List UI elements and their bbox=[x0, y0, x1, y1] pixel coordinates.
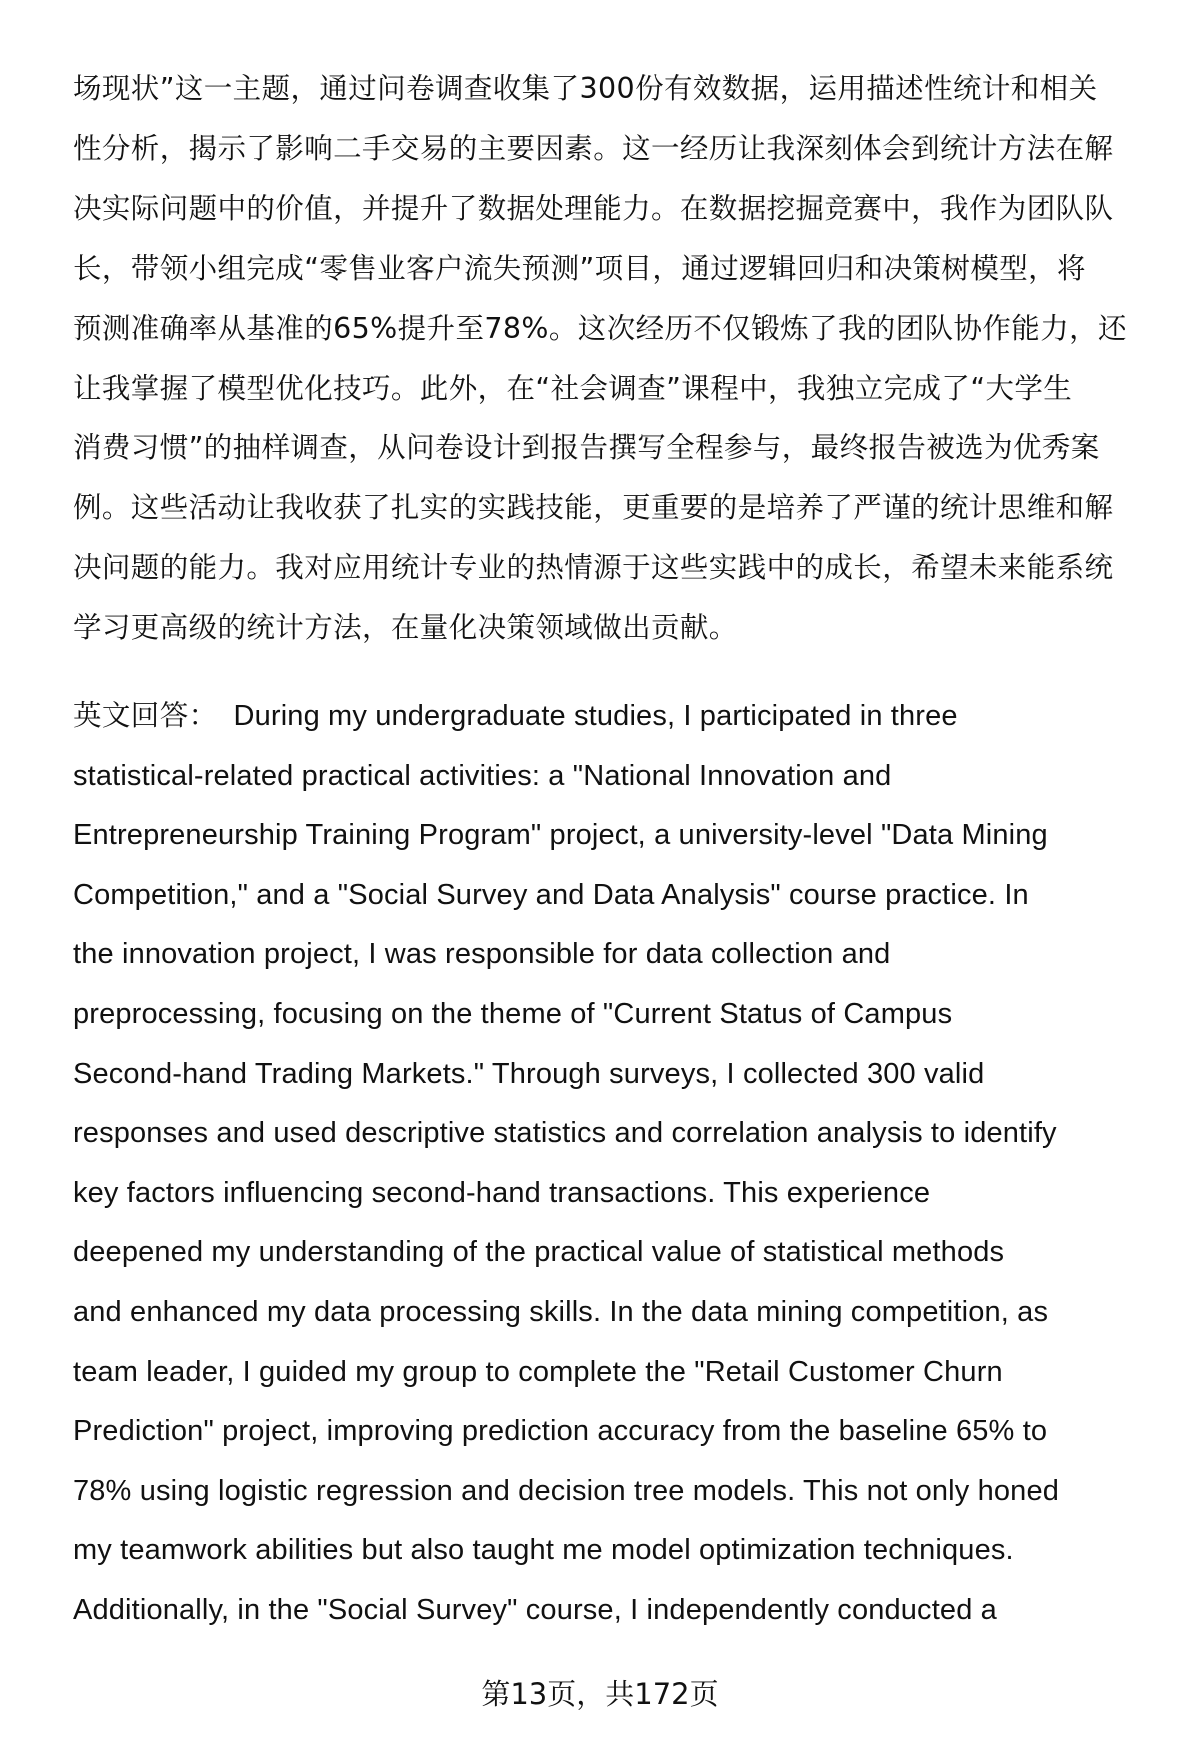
text-line: 消费习惯”的抽样调查，从问卷设计到报告撰写全程参与，最终报告被选为优秀案 bbox=[73, 431, 1100, 465]
text-line: 学习更高级的统计方法，在量化决策领域做出贡献。 bbox=[73, 611, 738, 645]
text-line: team leader, I guided my group to complete the "Retail Customer Churn bbox=[73, 1355, 1003, 1388]
text-line: 决问题的能力。我对应用统计专业的热情源于这些实践中的成长，希望未来能系统 bbox=[73, 551, 1114, 585]
text-line: Additionally, in the "Social Survey" course, I independently conducted a bbox=[73, 1594, 997, 1626]
answer-label: 英文回答： bbox=[73, 699, 218, 732]
page-number: 第13页，共172页 bbox=[481, 1677, 719, 1711]
text-line-content: During my undergraduate studies, I participated in three bbox=[233, 700, 958, 732]
text-line: 长，带领小组完成“零售业客户流失预测”项目，通过逻辑回归和决策树模型，将 bbox=[73, 251, 1086, 285]
text-line: 78% using logistic regression and decision tree models. This not only honed bbox=[73, 1474, 1060, 1507]
text-line: Prediction" project, improving prediction accuracy from the baseline 65% to bbox=[73, 1415, 1048, 1448]
text-line: the innovation project, I was responsible for data collection and bbox=[73, 938, 891, 971]
text-line: 让我掌握了模型优化技巧。此外，在“社会调查”课程中，我独立完成了“大学生 bbox=[73, 371, 1073, 405]
text-line: 决实际问题中的价值，并提升了数据处理能力。在数据挖掘竞赛中，我作为团队队 bbox=[73, 191, 1114, 225]
text-line: 场现状”这一主题，通过问卷调查收集了300份有效数据，运用描述性统计和相关 bbox=[73, 72, 1098, 105]
text-line: statistical-related practical activities: a "National Innovation and bbox=[73, 759, 892, 792]
text-line: Second-hand Trading Markets." Through surveys, I collected 300 valid bbox=[73, 1057, 985, 1090]
text-line: my teamwork abilities but also taught me model optimization techniques. bbox=[73, 1534, 1014, 1567]
text-line: Competition," and a "Social Survey and Data Analysis" course practice. In bbox=[73, 878, 1029, 911]
text-line: responses and used descriptive statistics and correlation analysis to identify bbox=[73, 1117, 1057, 1150]
text-line: 性分析，揭示了影响二手交易的主要因素。这一经历让我深刻体会到统计方法在解 bbox=[73, 131, 1114, 165]
text-line: preprocessing, focusing on the theme of "Current Status of Campus bbox=[73, 998, 953, 1030]
text-line: key factors influencing second-hand transactions. This experience bbox=[73, 1176, 931, 1209]
text-line: and enhanced my data processing skills. In the data mining competition, as bbox=[73, 1296, 1049, 1328]
text-line bbox=[73, 696, 958, 736]
text-line: deepened my understanding of the practical value of statistical methods bbox=[73, 1236, 1005, 1269]
text-line: 预测准确率从基准的65%提升至78%。这次经历不仅锻炼了我的团队协作能力，还 bbox=[73, 311, 1127, 345]
text-line: Entrepreneurship Training Program" project, a university-level "Data Mining bbox=[73, 819, 1048, 852]
text-line: 例。这些活动让我收获了扎实的实践技能，更重要的是培养了严谨的统计思维和解 bbox=[73, 491, 1114, 525]
